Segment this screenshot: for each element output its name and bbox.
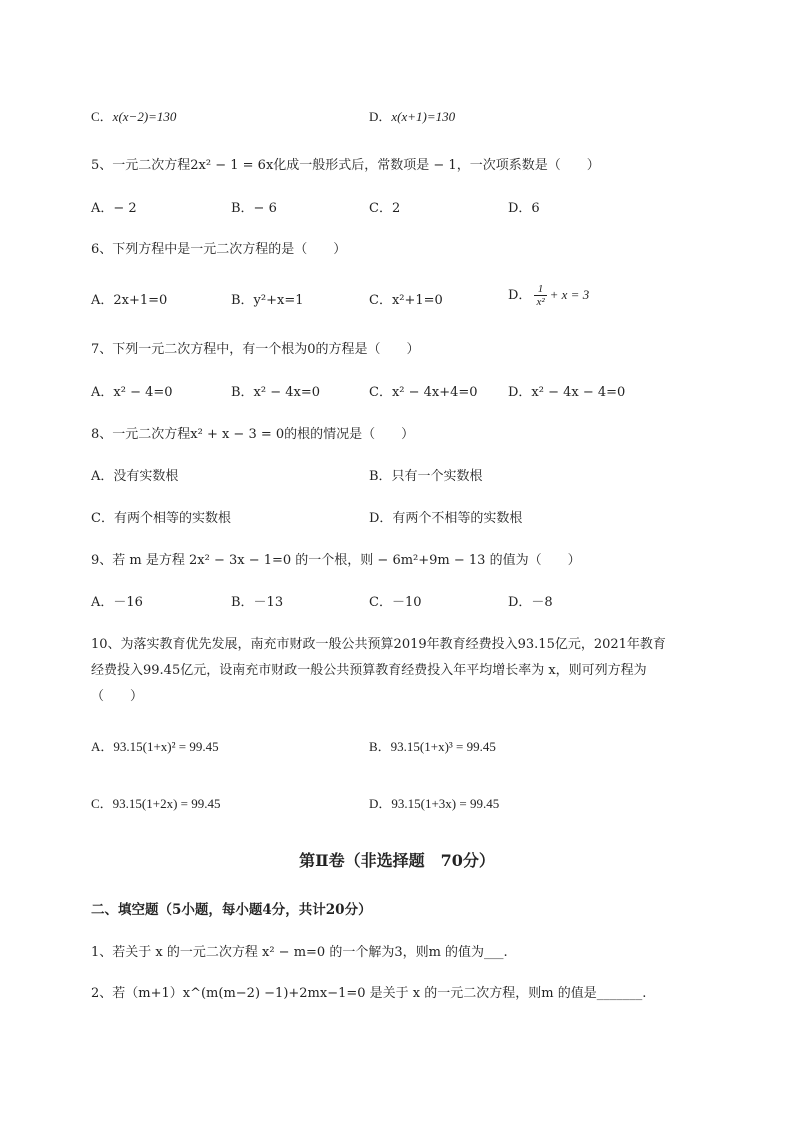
q6-option-c: C．x²+1=0 [369, 293, 443, 308]
fraction-denominator: x² [536, 296, 545, 308]
q5-option-a: A．− 2 [91, 201, 137, 216]
q10-option-c: C．93.15(1+2x) = 99.45 [91, 796, 221, 811]
question-10-stem-line-3: （ ） [91, 689, 144, 704]
option-expression: x(x−2)=130 [112, 109, 177, 124]
fraction [534, 283, 546, 308]
q8-option-a: A．没有实数根 [91, 469, 179, 484]
q6-option-b: B．y²+x=1 [231, 293, 304, 308]
q4-option-c [91, 108, 176, 126]
fraction-numerator: 1 [534, 283, 546, 296]
q7-option-b: B．x² − 4x=0 [231, 385, 321, 400]
question-9-stem: 9、若 m 是方程 2x² − 3x − 1=0 的一个根，则 − 6m²+9m − 13 的值为（ ） [91, 553, 581, 568]
q9-option-c: C．－10 [369, 595, 422, 610]
q4-option-d [369, 108, 455, 126]
q10-option-a: A．93.15(1+x)² = 99.45 [91, 739, 219, 754]
q6-option-d [508, 283, 589, 308]
fill-question-2: 2、若（m+1）x^(m(m−2) −1)+2mx−1=0 是关于 x 的一元二次方程，则m 的值是_______. [91, 986, 647, 1001]
q8-option-d: D．有两个不相等的实数根 [369, 511, 523, 526]
q10-option-b: B．93.15(1+x)³ = 99.45 [369, 739, 496, 754]
part-2-title: 第Ⅱ卷（非选择题 70分） [299, 851, 495, 870]
option-letter: D． [508, 288, 532, 303]
q9-option-b: B．－13 [231, 595, 284, 610]
q10-option-d: D．93.15(1+3x) = 99.45 [369, 796, 500, 811]
option-letter: D． [369, 109, 392, 124]
q7-option-d: D．x² − 4x − 4=0 [508, 385, 626, 400]
q7-option-c: C．x² − 4x+4=0 [369, 385, 478, 400]
option-expression: x(x+1)=130 [391, 109, 456, 124]
question-10-stem-line-2: 经费投入99.45亿元，设南充市财政一般公共预算教育经费投入年平均增长率为 x，则可列方程为 [91, 663, 647, 678]
question-7-stem: 7、下列一元二次方程中，有一个根为0的方程是（ ） [91, 342, 420, 357]
q9-option-d: D．－8 [508, 595, 553, 610]
question-6-stem: 6、下列方程中是一元二次方程的是（ ） [91, 242, 347, 257]
question-10-stem-line-1: 10、为落实教育优先发展，南充市财政一般公共预算2019年教育经费投入93.15亿元，2021年教育 [91, 637, 666, 652]
option-expression: + x = 3 [549, 287, 590, 302]
q5-option-c: C．2 [369, 201, 401, 216]
option-letter: C． [91, 109, 113, 124]
q9-option-a: A．－16 [91, 595, 143, 610]
q8-option-c: C．有两个相等的实数根 [91, 511, 231, 526]
question-5-stem: 5、一元二次方程2x² − 1 = 6x化成一般形式后，常数项是 − 1，一次项系数是（ ） [91, 158, 600, 173]
q8-option-b: B．只有一个实数根 [369, 469, 483, 484]
q5-option-b: B．− 6 [231, 201, 277, 216]
q5-option-d: D．6 [508, 201, 540, 216]
fill-question-1: 1、若关于 x 的一元二次方程 x² − m=0 的一个解为3，则m 的值为___. [91, 945, 508, 960]
q6-option-a: A．2x+1=0 [91, 293, 168, 308]
section-2-heading: 二、填空题（5小题，每小题4分，共计20分） [91, 902, 372, 918]
q7-option-a: A．x² − 4=0 [91, 385, 173, 400]
question-8-stem: 8、一元二次方程x² + x − 3 = 0的根的情况是（ ） [91, 427, 415, 442]
